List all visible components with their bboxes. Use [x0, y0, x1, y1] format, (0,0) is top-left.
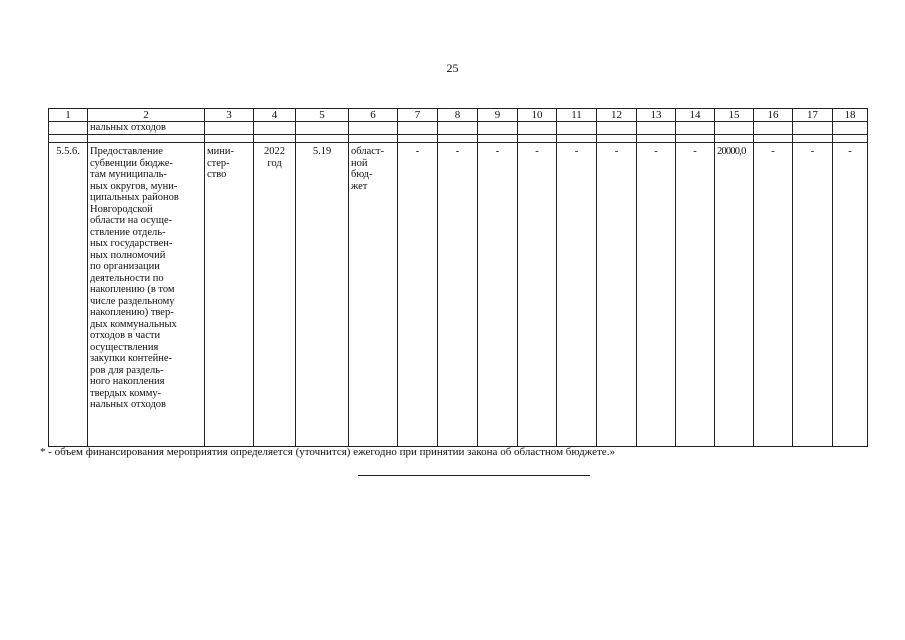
value-cell-amount: 20000,0 [715, 143, 754, 447]
description-line: по организации [90, 261, 160, 272]
description-line: накоплению) твер- [90, 307, 174, 318]
period-line: год [267, 157, 282, 169]
table-cell [715, 135, 754, 143]
value-cell: - [754, 143, 793, 447]
closing-rule [358, 475, 590, 476]
table-cell [676, 135, 715, 143]
column-number: 5 [296, 109, 349, 122]
value-cell: - [518, 143, 557, 447]
table-cell [676, 122, 715, 135]
table-cell [296, 122, 349, 135]
spacer-row [49, 135, 868, 143]
source-line: жет [351, 180, 368, 192]
description-line: ного накопления [90, 376, 165, 387]
column-number: 9 [478, 109, 518, 122]
table-cell [254, 122, 296, 135]
table-cell [637, 135, 676, 143]
continuation-text: нальных отходов [88, 122, 205, 135]
description-line: там муниципаль- [90, 169, 167, 180]
table-cell [349, 122, 398, 135]
table-cell [597, 122, 637, 135]
page-number: 25 [446, 61, 459, 75]
table-cell [793, 122, 833, 135]
description-line: ров для раздель- [90, 364, 164, 376]
description-line: ных полномочий [90, 249, 166, 261]
executor-line: мини- [207, 146, 234, 157]
description-line: числе раздельному [90, 295, 175, 307]
description-line: Новгородской [90, 203, 153, 215]
table-cell [518, 135, 557, 143]
description-line: отходов в части [90, 330, 161, 341]
table-cell [557, 122, 597, 135]
period-line: 2022 [264, 146, 285, 157]
column-number: 1 [49, 109, 88, 122]
description-line: ных государствен- [90, 238, 173, 249]
value-cell: - [637, 143, 676, 447]
table-cell [49, 135, 88, 143]
value-cell: - [676, 143, 715, 447]
funding-source-cell [349, 143, 398, 447]
table-cell [715, 122, 754, 135]
value-cell: - [438, 143, 478, 447]
column-number: 15 [715, 109, 754, 122]
table-cell [754, 122, 793, 135]
description-line: твердых комму- [90, 387, 162, 399]
value-cell: - [557, 143, 597, 447]
column-number: 2 [88, 109, 205, 122]
table-cell [88, 135, 205, 143]
table-cell [254, 135, 296, 143]
column-number: 6 [349, 109, 398, 122]
column-number: 14 [676, 109, 715, 122]
target-index-cell: 5.19 [296, 143, 349, 447]
executor-line: стер- [207, 157, 230, 169]
table-cell [349, 135, 398, 143]
table-cell [205, 122, 254, 135]
source-line: област- [351, 146, 384, 157]
source-line: бюд- [351, 169, 373, 180]
description-line: осуществления [90, 341, 159, 353]
description-line: ципальных районов [90, 192, 179, 203]
footnote: * - объем финансирования мероприятия определяется (уточнится) ежегодно при принятии закона об областном бюджете.» [40, 446, 615, 458]
description-line: ствление отдель- [90, 226, 166, 238]
table-cell [438, 135, 478, 143]
description-line: нальных отходов [90, 399, 166, 410]
table-cell [398, 135, 438, 143]
description-line: деятельности по [90, 272, 164, 284]
table-cell [833, 122, 868, 135]
column-number: 10 [518, 109, 557, 122]
column-number: 18 [833, 109, 868, 122]
description-line: закупки контейне- [90, 353, 173, 364]
table-cell [478, 122, 518, 135]
column-number-row [49, 109, 868, 122]
table-cell [205, 135, 254, 143]
table-cell [557, 135, 597, 143]
column-number: 8 [438, 109, 478, 122]
value-cell: - [478, 143, 518, 447]
column-number: 17 [793, 109, 833, 122]
source-line: ной [351, 157, 368, 169]
table-row [49, 143, 868, 447]
description-line: Предоставление [90, 146, 163, 157]
executor-line: ство [207, 169, 227, 180]
table-cell [49, 122, 88, 135]
continuation-row [49, 122, 868, 135]
column-number: 13 [637, 109, 676, 122]
row-number: 5.5.6. [49, 143, 88, 447]
description-line: накоплению (в том [90, 284, 175, 295]
value-cell: - [833, 143, 868, 447]
table-cell [833, 135, 868, 143]
column-number: 3 [205, 109, 254, 122]
table-cell [398, 122, 438, 135]
table-cell [793, 135, 833, 143]
column-number: 4 [254, 109, 296, 122]
table-cell [518, 122, 557, 135]
value-cell: - [793, 143, 833, 447]
budget-table [48, 108, 868, 447]
table-cell [438, 122, 478, 135]
description-line: дых коммунальных [90, 318, 177, 330]
table-cell [597, 135, 637, 143]
table-cell [637, 122, 676, 135]
measure-description [88, 143, 205, 447]
description-line: ных округов, муни- [90, 180, 178, 192]
column-number: 16 [754, 109, 793, 122]
value-cell: - [597, 143, 637, 447]
executor-cell [205, 143, 254, 447]
period-cell [254, 143, 296, 447]
column-number: 12 [597, 109, 637, 122]
column-number: 7 [398, 109, 438, 122]
table-cell [754, 135, 793, 143]
column-number: 11 [557, 109, 597, 122]
table-cell [296, 135, 349, 143]
table-cell [478, 135, 518, 143]
description-line: области на осуще- [90, 215, 173, 226]
value-cell: - [398, 143, 438, 447]
description-line: субвенции бюдже- [90, 157, 173, 169]
